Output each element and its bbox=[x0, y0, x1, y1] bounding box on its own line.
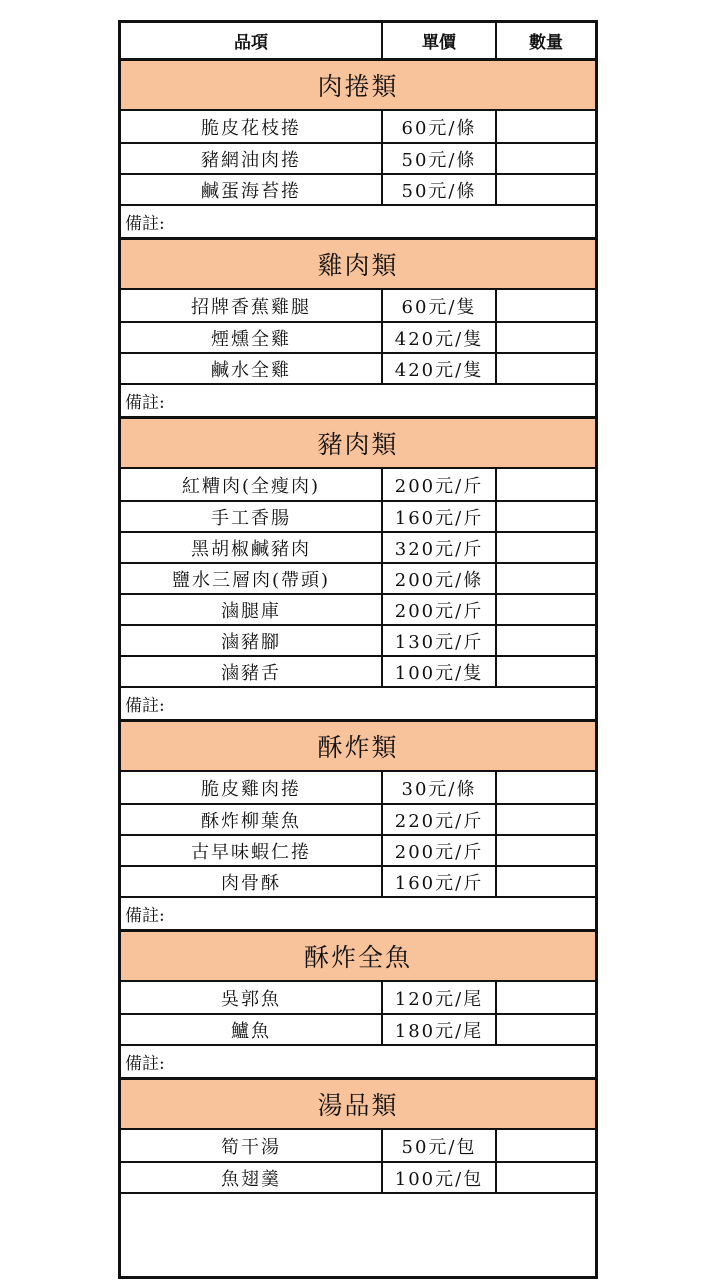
quantity-cell[interactable] bbox=[495, 836, 595, 865]
category-title: 豬肉類 bbox=[121, 416, 595, 469]
item-price: 30元/條 bbox=[381, 772, 495, 803]
table-row bbox=[121, 655, 595, 686]
item-price: 420元/隻 bbox=[381, 323, 495, 352]
item-price: 50元/條 bbox=[381, 144, 495, 173]
table-row bbox=[121, 772, 595, 803]
item-name: 鹹蛋海苔捲 bbox=[201, 180, 301, 202]
quantity-cell[interactable] bbox=[495, 1163, 595, 1192]
quantity-cell[interactable] bbox=[495, 867, 595, 896]
item-name: 黑胡椒鹹豬肉 bbox=[191, 538, 311, 560]
quantity-cell[interactable] bbox=[495, 533, 595, 562]
note-label: 備註: bbox=[125, 906, 165, 926]
item-price: 220元/斤 bbox=[381, 805, 495, 834]
item-name: 鹹水全雞 bbox=[211, 359, 291, 381]
quantity-cell[interactable] bbox=[495, 323, 595, 352]
item-price: 100元/包 bbox=[381, 1163, 495, 1192]
quantity-cell[interactable] bbox=[495, 626, 595, 655]
table-row bbox=[121, 1130, 595, 1161]
item-name: 魚翅羹 bbox=[221, 1168, 281, 1190]
item-name: 吳郭魚 bbox=[221, 988, 281, 1010]
item-price: 120元/尾 bbox=[381, 982, 495, 1013]
item-name: 鹽水三層肉(帶頭) bbox=[171, 569, 331, 591]
qty-column-header: 數量 bbox=[495, 23, 595, 58]
note-row[interactable] bbox=[121, 686, 595, 719]
item-name: 手工香腸 bbox=[211, 507, 291, 529]
quantity-cell[interactable] bbox=[495, 805, 595, 834]
quantity-cell[interactable] bbox=[495, 502, 595, 531]
table-row bbox=[121, 469, 595, 500]
quantity-cell[interactable] bbox=[495, 469, 595, 500]
item-price: 200元/條 bbox=[381, 564, 495, 593]
item-price: 100元/隻 bbox=[381, 657, 495, 686]
item-price: 130元/斤 bbox=[381, 626, 495, 655]
table-row bbox=[121, 593, 595, 624]
table-row bbox=[121, 562, 595, 593]
item-name: 煙燻全雞 bbox=[211, 328, 291, 350]
quantity-cell[interactable] bbox=[495, 564, 595, 593]
table-row bbox=[121, 111, 595, 142]
category-title: 湯品類 bbox=[121, 1077, 595, 1130]
item-column-header: 品項 bbox=[234, 33, 268, 53]
table-row bbox=[121, 1161, 595, 1192]
table-header bbox=[121, 23, 595, 58]
quantity-cell[interactable] bbox=[495, 354, 595, 383]
item-price: 200元/斤 bbox=[381, 469, 495, 500]
quantity-cell[interactable] bbox=[495, 657, 595, 686]
item-name: 滷豬舌 bbox=[221, 662, 281, 684]
table-row bbox=[121, 352, 595, 383]
quantity-cell[interactable] bbox=[495, 111, 595, 142]
note-label: 備註: bbox=[125, 1054, 165, 1074]
item-price: 420元/隻 bbox=[381, 354, 495, 383]
item-name: 紅糟肉(全瘦肉) bbox=[181, 475, 321, 497]
category-title: 雞肉類 bbox=[121, 237, 595, 290]
item-name: 筍干湯 bbox=[221, 1136, 281, 1158]
item-price: 180元/尾 bbox=[381, 1015, 495, 1044]
item-name: 鱸魚 bbox=[231, 1020, 271, 1042]
item-name: 肉骨酥 bbox=[221, 872, 281, 894]
table-row bbox=[121, 531, 595, 562]
item-name: 招牌香蕉雞腿 bbox=[191, 296, 311, 318]
quantity-cell[interactable] bbox=[495, 1130, 595, 1161]
item-price: 50元/包 bbox=[381, 1130, 495, 1161]
item-name: 滷腿庫 bbox=[221, 600, 281, 622]
order-form-table bbox=[118, 20, 598, 1279]
note-row[interactable] bbox=[121, 383, 595, 416]
note-row[interactable] bbox=[121, 896, 595, 929]
category-title: 酥炸類 bbox=[121, 719, 595, 772]
item-price: 60元/條 bbox=[381, 111, 495, 142]
table-row bbox=[121, 624, 595, 655]
price-column-header: 單價 bbox=[381, 23, 495, 58]
table-row bbox=[121, 1013, 595, 1044]
table-row bbox=[121, 290, 595, 321]
item-price: 50元/條 bbox=[381, 175, 495, 204]
item-name: 滷豬腳 bbox=[221, 631, 281, 653]
table-row bbox=[121, 834, 595, 865]
table-row bbox=[121, 142, 595, 173]
quantity-cell[interactable] bbox=[495, 1015, 595, 1044]
item-name: 脆皮花枝捲 bbox=[201, 117, 301, 139]
table-row bbox=[121, 865, 595, 896]
category-title: 酥炸全魚 bbox=[121, 929, 595, 982]
item-price: 60元/隻 bbox=[381, 290, 495, 321]
item-name: 豬網油肉捲 bbox=[201, 149, 301, 171]
item-price: 160元/斤 bbox=[381, 867, 495, 896]
item-name: 古早味蝦仁捲 bbox=[191, 841, 311, 863]
item-price: 200元/斤 bbox=[381, 595, 495, 624]
quantity-cell[interactable] bbox=[495, 290, 595, 321]
item-name: 脆皮雞肉捲 bbox=[201, 778, 301, 800]
note-row[interactable] bbox=[121, 1044, 595, 1077]
item-name: 酥炸柳葉魚 bbox=[201, 810, 301, 832]
quantity-cell[interactable] bbox=[495, 772, 595, 803]
item-price: 200元/斤 bbox=[381, 836, 495, 865]
table-row bbox=[121, 173, 595, 204]
note-label: 備註: bbox=[125, 214, 165, 234]
table-row bbox=[121, 321, 595, 352]
item-price: 160元/斤 bbox=[381, 502, 495, 531]
note-row[interactable] bbox=[121, 204, 595, 237]
quantity-cell[interactable] bbox=[495, 982, 595, 1013]
table-row bbox=[121, 803, 595, 834]
blank-area bbox=[121, 1192, 595, 1276]
quantity-cell[interactable] bbox=[495, 144, 595, 173]
item-price: 320元/斤 bbox=[381, 533, 495, 562]
quantity-cell[interactable] bbox=[495, 595, 595, 624]
category-title: 肉捲類 bbox=[121, 58, 595, 111]
table-row bbox=[121, 500, 595, 531]
sections bbox=[121, 58, 595, 1192]
note-label: 備註: bbox=[125, 393, 165, 413]
note-label: 備註: bbox=[125, 696, 165, 716]
table-row bbox=[121, 982, 595, 1013]
quantity-cell[interactable] bbox=[495, 175, 595, 204]
